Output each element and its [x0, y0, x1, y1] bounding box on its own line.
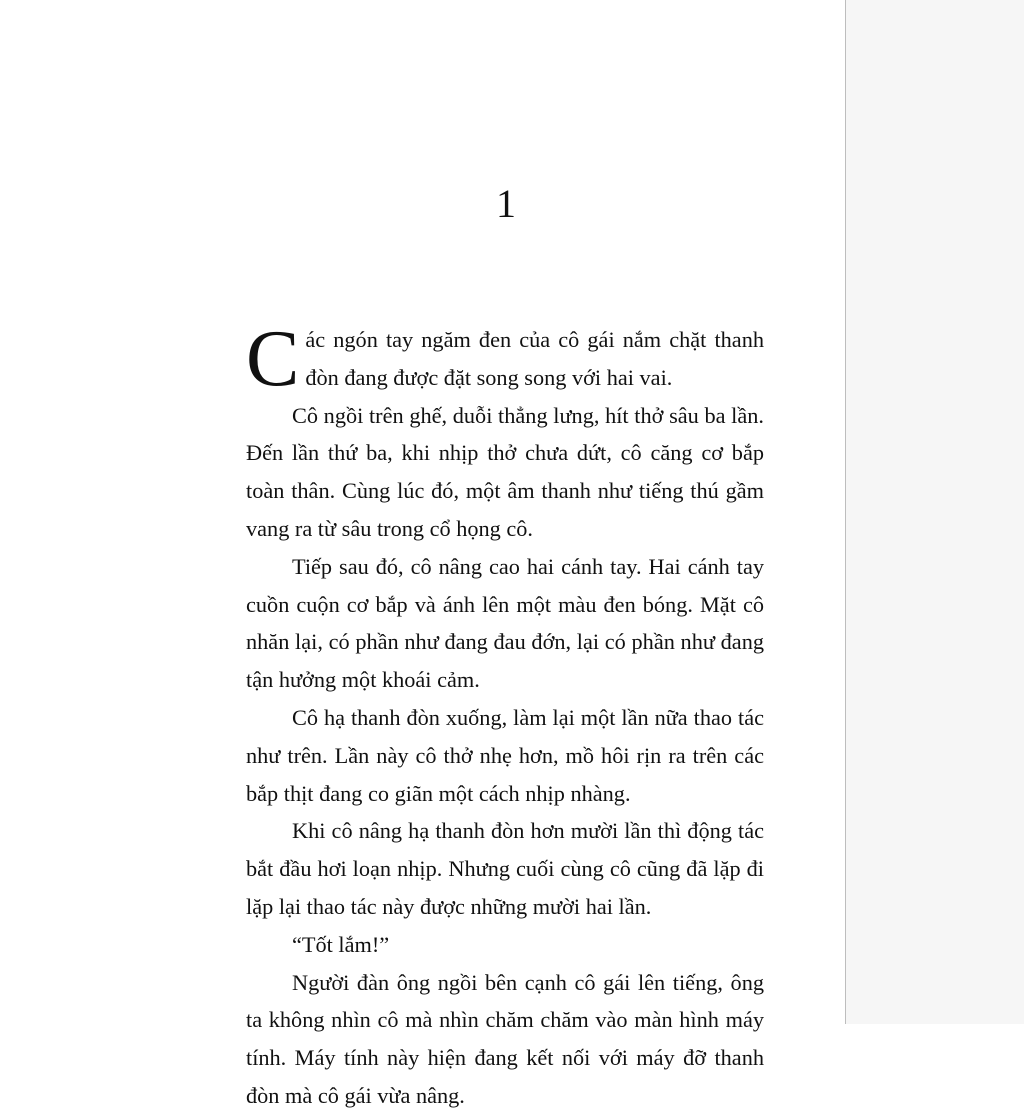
body-text [246, 315, 764, 1115]
paragraph-3: Tiếp sau đó, cô nâng cao hai cánh tay. Hai cánh tay cuồn cuộn cơ bắp và ánh lên một màu đen bóng. Mặt cô nhăn lại, có phần như đang đau đớn, lại có phần như đang tận hưởng một khoái cảm. [246, 553, 764, 693]
paragraph-6: “Tốt lắm!” [292, 931, 390, 957]
page-edge [845, 0, 1024, 1024]
drop-cap: C [246, 315, 300, 403]
paragraph-7: Người đàn ông ngồi bên cạnh cô gái lên tiếng, ông ta không nhìn cô mà nhìn chăm chăm vào màn hình máy tính. Máy tính này hiện đang kết nối với máy đỡ thanh đòn mà cô gái vừa nâng. [246, 969, 764, 1108]
paragraph-1-text: ác ngón tay ngăm đen của cô gái nắm chặt thanh đòn đang được đặt song song với hai vai. [305, 327, 764, 390]
chapter-number: 1 [496, 181, 516, 226]
paragraph-4: Cô hạ thanh đòn xuống, làm lại một lần nữa thao tác như trên. Lần này cô thở nhẹ hơn, mồ hôi rịn ra trên các bắp thịt đang co giãn một cách nhịp nhàng. [246, 704, 764, 806]
paragraph-2: Cô ngồi trên ghế, duỗi thẳng lưng, hít thở sâu ba lần. Đến lần thứ ba, khi nhịp thở chưa dứt, cô căng cơ bắp toàn thân. Cùng lúc đó, một âm thanh như tiếng thú gầm vang ra từ sâu trong cổ họng cô. [246, 402, 764, 541]
paragraph-5: Khi cô nâng hạ thanh đòn hơn mười lần thì động tác bắt đầu hơi loạn nhịp. Nhưng cuối cùng cô cũng đã lặp đi lặp lại thao tác này được những mười hai lần. [246, 818, 764, 919]
paragraph-1 [246, 315, 764, 403]
